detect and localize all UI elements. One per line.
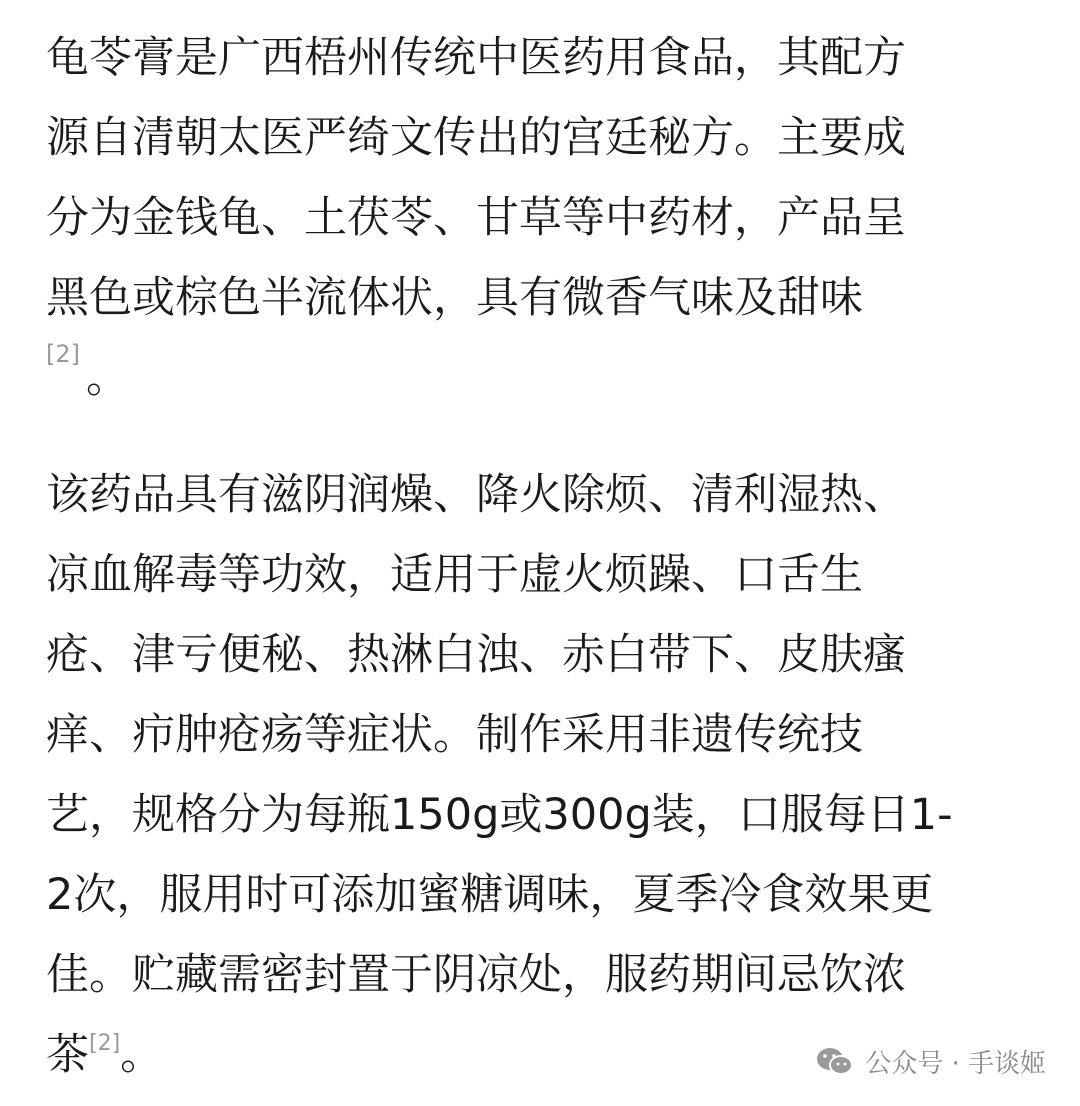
text-line: 龟苓膏是广西梧州传统中医药用食品，其配方 (46, 33, 906, 83)
text-line: 该药品具有滋阴润燥、降火除烦、清利湿热、 (46, 470, 906, 520)
text-line: 源自清朝太医严绮文传出的宫廷秘方。主要成 (46, 113, 906, 163)
text-line: 痒、疖肿疮疡等症状。制作采用非遗传统技 (46, 710, 863, 760)
text-line: 分为金钱龟、土茯苓、甘草等中药材，产品呈 (46, 193, 906, 243)
sentence-end: 。 (86, 353, 129, 403)
text-line: 凉血解毒等功效，适用于虚火烦躁、口舌生 (46, 550, 863, 600)
text-line: 黑色或棕色半流体状，具有微香气味及甜味 (46, 273, 863, 323)
wechat-icon (815, 1045, 855, 1079)
text-line: 佳。贮藏需密封置于阴凉处，服药期间忌饮浓 (46, 950, 906, 1000)
citation-link[interactable]: [2] (46, 340, 80, 368)
watermark (815, 1043, 1046, 1080)
citation-link[interactable]: [2] (89, 1030, 121, 1056)
paragraph-1 (46, 18, 1046, 403)
last-text: 茶 (46, 1030, 89, 1080)
text-line: 艺，规格分为每瓶150g或300g装，口服每日1- (46, 790, 953, 840)
sentence-end: 。 (120, 1030, 164, 1080)
reference-line (46, 338, 1046, 403)
paragraph-2 (46, 455, 1046, 1095)
text-line: 2次，服用时可添加蜜糖调味，夏季冷食效果更 (46, 870, 934, 920)
watermark-text: 公众号 · 手谈姬 (865, 1049, 1046, 1079)
text-line: 疮、津亏便秘、热淋白浊、赤白带下、皮肤瘙 (46, 630, 906, 680)
